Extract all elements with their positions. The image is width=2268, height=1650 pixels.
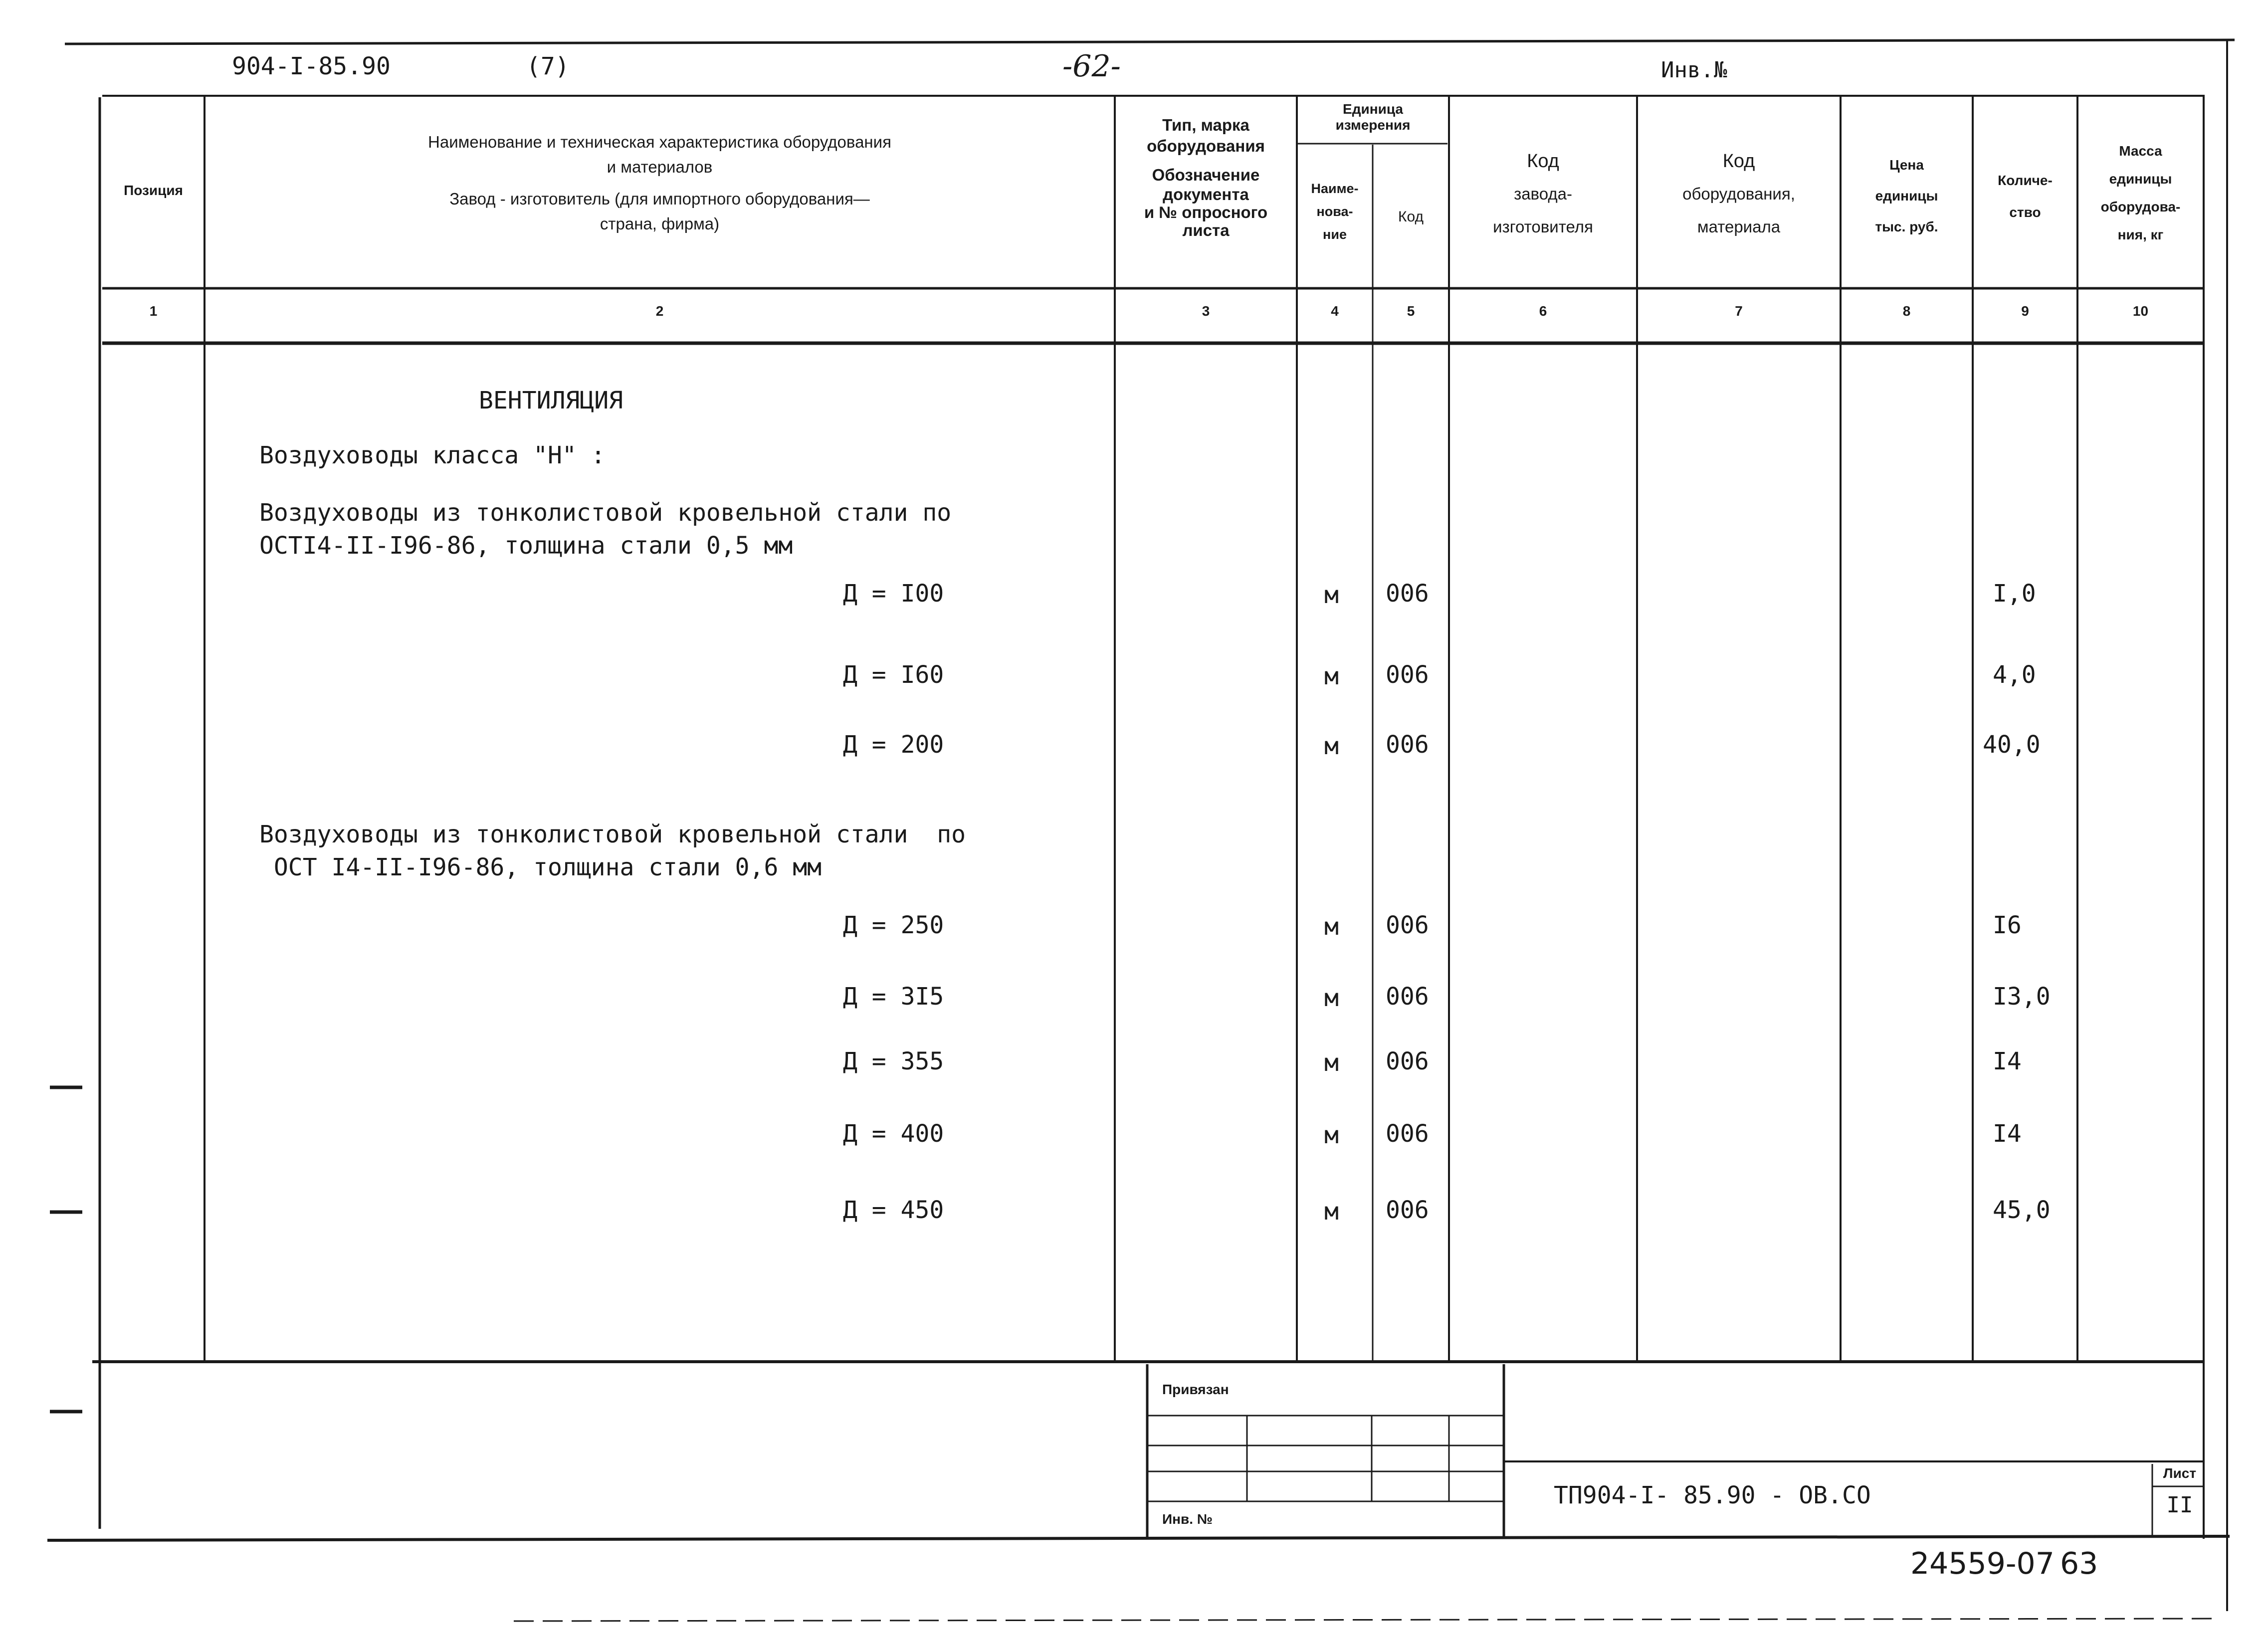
col-header-quantity: [1973, 165, 2077, 228]
col-group-unit-line: измерения: [1335, 117, 1411, 133]
col-number: 4: [1331, 303, 1339, 319]
stamp-sheet-number: II: [2166, 1492, 2193, 1518]
col-header-price: [1841, 150, 1973, 242]
col-header-unit-code: Код: [1398, 208, 1424, 225]
col-header-unit-name-line: ние: [1323, 227, 1347, 242]
col-header-type-line: документа: [1163, 185, 1249, 204]
col-header-name: [205, 130, 1115, 236]
row-name: Д = 400: [843, 1120, 944, 1148]
col-header-type-line: оборудования: [1147, 137, 1265, 155]
row-qty: 40,0: [1983, 731, 2041, 759]
section-title: ВЕНТИЛЯЦИЯ: [479, 387, 623, 414]
col-header-type-line: Тип, марка: [1162, 116, 1249, 134]
block2-line: Воздуховоды из тонколистовой кровельной стали по: [259, 821, 966, 848]
row-qty: 4,0: [1993, 661, 2036, 689]
col-group-unit: [1297, 101, 1449, 133]
stamp-sheet-label: Лист: [2163, 1465, 2197, 1481]
col-header-type: [1115, 115, 1297, 239]
row-qty: I,0: [1993, 580, 2036, 608]
row-name: Д = I60: [843, 661, 944, 689]
row-unit: м: [1324, 662, 1339, 690]
inv-label: Инв.№: [1661, 57, 1727, 83]
row-code: 006: [1386, 1120, 1429, 1148]
col-header-equipment-code-line: оборудования,: [1682, 185, 1795, 203]
col-header-name-line: страна, фирма): [600, 214, 720, 233]
row-code: 006: [1386, 1047, 1429, 1075]
col-header-position: Позиция: [124, 183, 183, 198]
col-header-unit-name-line: Наиме-: [1311, 181, 1359, 196]
col-header-unit-name: [1297, 177, 1373, 246]
col-header-factory-code: [1449, 145, 1637, 243]
row-name: Д = 450: [843, 1196, 944, 1224]
stamp-linked-label: Привязан: [1162, 1382, 1229, 1397]
col-header-equipment-code-line: материала: [1697, 217, 1781, 236]
row-unit: м: [1324, 1121, 1339, 1149]
row-unit: м: [1324, 732, 1339, 760]
col-header-mass: [2077, 137, 2204, 249]
archive-page: 63: [2060, 1546, 2098, 1581]
doc-code: 904-I-85.90: [232, 52, 391, 80]
row-unit: м: [1324, 984, 1339, 1012]
row-name: Д = 355: [843, 1047, 944, 1075]
block1-line: ОСТI4-II-I96-86, толщина стали 0,5 мм: [259, 532, 793, 560]
archive-number: 24559-07: [1910, 1546, 2055, 1581]
col-header-name-line: Завод - изготовитель (для импортного оборудования—: [449, 190, 870, 208]
row-name: Д = I00: [843, 580, 944, 608]
col-header-type-line: листа: [1182, 221, 1230, 239]
stamp-inv-label: Инв. №: [1162, 1511, 1213, 1527]
col-header-name-line: Наименование и техническая характеристика оборудования: [428, 133, 891, 151]
col-number: 5: [1407, 303, 1415, 319]
row-name: Д = 3I5: [843, 983, 944, 1011]
col-number: 9: [2021, 303, 2029, 319]
block1-line: Воздуховоды из тонколистовой кровельной стали по: [259, 499, 952, 527]
group-title: Воздуховоды класса "Н" :: [259, 441, 606, 469]
row-code: 006: [1386, 911, 1429, 939]
col-header-factory-code-line: изготовителя: [1493, 217, 1593, 236]
col-number: 10: [2132, 303, 2149, 319]
row-code: 006: [1386, 580, 1429, 608]
col-number: 2: [655, 303, 664, 319]
col-header-factory-code-line: завода-: [1514, 185, 1572, 203]
col-header-mass-line: Масса: [2119, 143, 2162, 159]
col-number: 7: [1735, 303, 1743, 319]
col-header-quantity-line: Количе-: [1998, 173, 2053, 188]
col-number: 1: [149, 303, 158, 319]
col-number: 8: [1902, 303, 1911, 319]
row-code: 006: [1386, 731, 1429, 759]
album-number: (7): [526, 52, 570, 80]
row-unit: м: [1324, 913, 1339, 941]
row-code: 006: [1386, 1196, 1429, 1224]
col-header-type-line: и № опросного: [1144, 203, 1268, 221]
page-number: -62-: [1062, 49, 1121, 84]
row-unit: м: [1324, 1049, 1339, 1077]
col-header-price-line: единицы: [1875, 188, 1938, 204]
col-group-unit-line: Единица: [1343, 101, 1403, 117]
col-header-equipment-code: [1637, 145, 1841, 243]
row-code: 006: [1386, 983, 1429, 1011]
col-header-name-line: и материалов: [607, 158, 713, 176]
col-header-mass-line: оборудова-: [2100, 199, 2181, 214]
row-code: 006: [1386, 661, 1429, 689]
row-qty: I4: [1993, 1047, 2022, 1075]
col-header-type-line: Обозначение: [1152, 166, 1260, 184]
row-unit: м: [1324, 1198, 1339, 1226]
col-header-factory-code-line: Код: [1527, 151, 1559, 172]
col-header-mass-line: единицы: [2109, 171, 2172, 187]
row-qty: I4: [1993, 1120, 2022, 1148]
col-header-price-line: Цена: [1889, 157, 1924, 173]
row-unit: м: [1324, 581, 1339, 609]
row-name: Д = 250: [843, 911, 944, 939]
col-header-mass-line: ния, кг: [2117, 227, 2164, 242]
col-number: 3: [1202, 303, 1210, 319]
row-name: Д = 200: [843, 731, 944, 759]
row-qty: I6: [1993, 911, 2022, 939]
row-qty: 45,0: [1993, 1196, 2051, 1224]
col-number: 6: [1539, 303, 1547, 319]
row-qty: I3,0: [1993, 983, 2051, 1011]
col-header-equipment-code-line: Код: [1722, 151, 1755, 172]
col-header-quantity-line: ство: [2009, 205, 2041, 220]
stamp-designation: ТП904-I- 85.90 - ОВ.СО: [1554, 1481, 1871, 1509]
col-header-price-line: тыс. руб.: [1875, 219, 1938, 234]
col-header-unit-name-line: нова-: [1316, 204, 1353, 219]
block2-line: ОСТ I4-II-I96-86, толщина стали 0,6 мм: [259, 853, 822, 881]
